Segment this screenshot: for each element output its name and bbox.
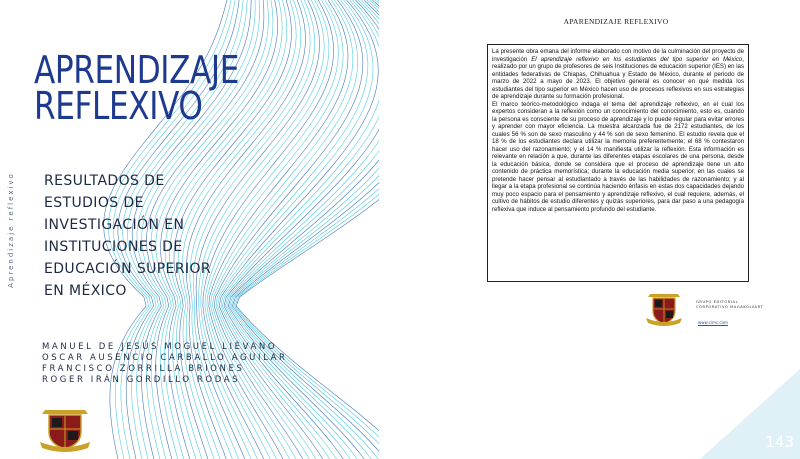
page-number: 143 [765, 433, 794, 451]
subtitle-line: INVESTIGACIÓN EN [44, 217, 185, 233]
page-header: APARENDIZAJE REFLEXIVO [563, 17, 669, 26]
cover-title [34, 48, 280, 128]
abstract-paragraph-2: El marco teórico-metodológico indaga el tema del aprendizaje reflexivo, en el cual los expertos consideran a la reflexión como un conocimiento del conocimiento, esto es, cuando la persona es consciente de su proceso de aprendizaje y lo puede regular para evitar errores y aprender con mayor eficiencia. La muestra alcanzada fue de 2172 estudiantes, de los cuales 56 % son de sexo masculino y 44 % son de sexo femenino. El estudio revela que el 18 % de los estudiantes declara utilizar la memoria preferentemente; el 68 % contestaron hacer uso del razonamiento; y el 14 % manifiesta utilizar la reflexión. Esta información es relevante en relación a que, durante las diferentes etapas escolares de una persona, desde la educación básica, donde se considera que el proceso de aprendizaje tiene un alto contenido de práctica memorística; durante la educación media superior, en las cuales se pretende hacer pensar al estudiantado a través de las habilidades de razonamiento; y al llegar a la etapa profesional se continúa haciendo énfasis en estas dos capacidades dejando muy poco espacio para el pensamiento y aprendizaje reflexivo, el cual requiere, además, el cultivo de hábitos de estudio diferentes y quizás superiores, para dar paso a una pedagogía reflexiva que induce al pensamiento profundo del estudiante. [492, 100, 744, 213]
cover-subtitle [44, 170, 274, 302]
abstract-project-title: El aprendizaje reflexivo en los estudiantes del tipo superior en México [531, 55, 743, 63]
author-name: OSCAR AUSENCIO CARBALLO AGUILAR [42, 353, 288, 363]
subtitle-line: INSTITUCIONES DE [44, 239, 183, 255]
cover-title-line2: REFLEXIVO [34, 84, 203, 128]
publisher-crest-icon [645, 290, 683, 328]
abstract-box [487, 44, 749, 282]
author-name: ROGER IRÁN GORDILLO RODAS [42, 375, 241, 385]
abstract-p1-start: La presente obra emana del informe elaborado con motivo de la culminación del proyecto de investigación [492, 48, 744, 63]
front-cover [22, 0, 379, 459]
publisher-name [696, 300, 786, 310]
author-name: MANUEL DE JESÚS MOGUEL LIÉVANO [42, 342, 278, 352]
author-list [42, 342, 379, 386]
back-page [432, 0, 800, 459]
author-name: FRANCISCO ZORRILLA BRIONES [42, 364, 245, 374]
crest-logo-icon [38, 404, 92, 452]
publisher-name-line1: GRUPO EDITORIAL [696, 300, 739, 304]
spine [0, 0, 22, 459]
publisher-url-link[interactable]: www.cimc.com [698, 320, 728, 325]
cover-title-line1: APRENDIZAJE [34, 48, 239, 92]
publisher-name-line2: CORPORATIVO MAGAKOLVART [696, 305, 764, 309]
subtitle-line: EN MÉXICO [44, 283, 127, 299]
subtitle-line: RESULTADOS DE [44, 173, 165, 189]
spine-text: Aprendizaje reflexivo [7, 172, 15, 288]
abstract-p1-end: , realizado por un grupo de profesores de seis Instituciones de educación superior (IES) en las entidades federativas de Chiapas, Chihuahua y Estado de México, durante el periodo de marzo de 2022 a mayo de 2023. El objetivo general es conocer en qué medida los estudiantes del tipo superior en México hacen uso de procesos reflexivos en sus estrategias de aprendizaje durante su formación profesional. [492, 55, 744, 100]
abstract-paragraph-1 [492, 48, 744, 101]
subtitle-line: EDUCACIÓN SUPERIOR [44, 261, 212, 277]
subtitle-line: ESTUDIOS DE [44, 195, 144, 211]
